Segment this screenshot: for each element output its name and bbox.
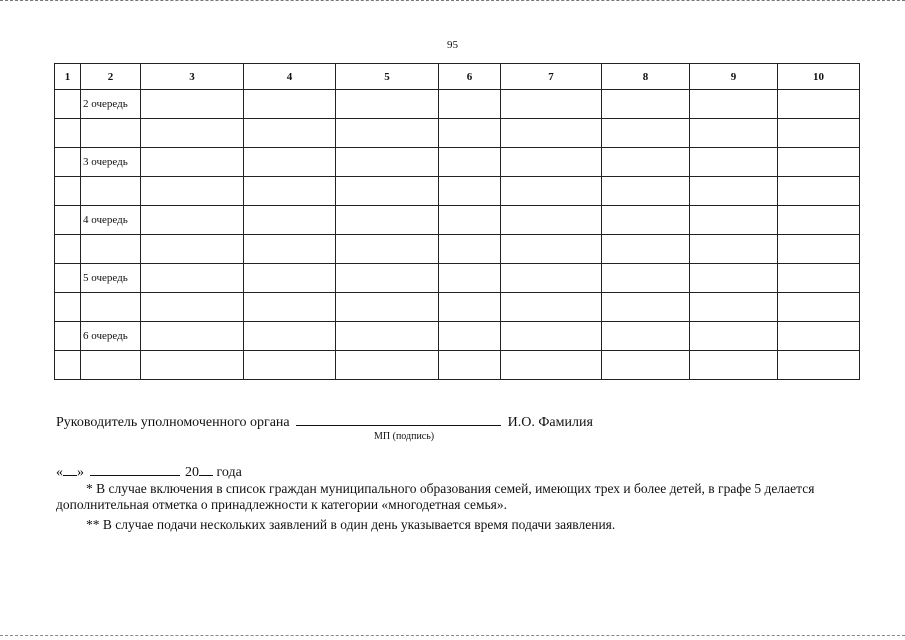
table-row xyxy=(55,235,860,264)
table-cell xyxy=(501,90,602,119)
signature-caption: МП (подпись) xyxy=(374,431,435,442)
column-header-2: 2 xyxy=(81,64,141,90)
table-cell xyxy=(439,206,501,235)
table-cell xyxy=(602,177,690,206)
signature-blank[interactable] xyxy=(296,413,501,426)
table-cell xyxy=(244,148,336,177)
table-cell xyxy=(55,293,81,322)
scan-edge-bottom xyxy=(0,635,905,638)
column-header-4: 4 xyxy=(244,64,336,90)
table-cell xyxy=(602,90,690,119)
year-suffix: года xyxy=(216,465,242,480)
table-cell xyxy=(501,351,602,380)
table-cell xyxy=(690,119,778,148)
table-cell xyxy=(778,177,860,206)
table-cell xyxy=(141,90,244,119)
table-cell xyxy=(690,235,778,264)
signatory-name: И.О. Фамилия xyxy=(507,415,593,430)
table-cell xyxy=(690,148,778,177)
table-cell xyxy=(602,148,690,177)
table-row xyxy=(55,90,860,119)
table-cell xyxy=(778,235,860,264)
table-cell xyxy=(501,264,602,293)
table-cell xyxy=(55,148,81,177)
year-prefix: 20 xyxy=(185,465,199,480)
table-cell xyxy=(244,119,336,148)
table-cell xyxy=(141,264,244,293)
table-cell xyxy=(602,351,690,380)
table-cell xyxy=(439,177,501,206)
table-cell xyxy=(336,235,439,264)
table-cell xyxy=(690,90,778,119)
column-header-3: 3 xyxy=(141,64,244,90)
table-cell xyxy=(55,90,81,119)
queue-label-cell: 2 очередь xyxy=(81,90,141,119)
table-cell xyxy=(81,235,141,264)
table-cell xyxy=(602,206,690,235)
column-header-7: 7 xyxy=(501,64,602,90)
table-cell xyxy=(141,293,244,322)
table-row xyxy=(55,206,860,235)
table-cell xyxy=(55,322,81,351)
table-cell xyxy=(439,235,501,264)
table-cell xyxy=(141,206,244,235)
table-cell xyxy=(244,235,336,264)
footnote-1: * В случае включения в список граждан муниципального образования семей, имеющих трех и более детей, в графе 5 делается дополнительная отметка о принадлежности к категории «многодетная семья». xyxy=(56,481,815,512)
column-header-9: 9 xyxy=(690,64,778,90)
table-cell xyxy=(244,206,336,235)
table-cell xyxy=(244,351,336,380)
table-cell xyxy=(778,206,860,235)
table-cell xyxy=(602,264,690,293)
table-cell xyxy=(778,148,860,177)
table-cell xyxy=(501,206,602,235)
table-cell xyxy=(244,177,336,206)
table-row xyxy=(55,264,860,293)
table-row xyxy=(55,177,860,206)
table-cell xyxy=(501,293,602,322)
table-cell xyxy=(336,293,439,322)
table-cell xyxy=(141,119,244,148)
table-cell xyxy=(690,322,778,351)
table-header-row xyxy=(55,64,860,90)
table-cell xyxy=(336,264,439,293)
table-cell xyxy=(141,235,244,264)
date-open-quote: « xyxy=(56,465,63,480)
year-blank[interactable] xyxy=(199,463,213,476)
footnote-2: ** В случае подачи нескольких заявлений в один день указывается время подачи заявления. xyxy=(86,517,616,532)
table-cell xyxy=(55,351,81,380)
table-cell xyxy=(336,148,439,177)
table-cell xyxy=(602,235,690,264)
table-cell xyxy=(81,293,141,322)
table-cell xyxy=(778,119,860,148)
table-cell xyxy=(141,148,244,177)
table-cell xyxy=(690,351,778,380)
table-cell xyxy=(336,322,439,351)
table-cell xyxy=(690,206,778,235)
table-cell xyxy=(778,322,860,351)
table-cell xyxy=(690,264,778,293)
day-blank[interactable] xyxy=(63,463,77,476)
table-cell xyxy=(244,322,336,351)
table-cell xyxy=(141,177,244,206)
table-cell xyxy=(501,119,602,148)
table-cell xyxy=(602,293,690,322)
queue-label-cell: 4 очередь xyxy=(81,206,141,235)
table-cell xyxy=(244,293,336,322)
month-blank[interactable] xyxy=(90,463,180,476)
signature-label: Руководитель уполномоченного органа xyxy=(56,415,290,430)
column-header-6: 6 xyxy=(439,64,501,90)
table-row xyxy=(55,148,860,177)
table-cell xyxy=(336,351,439,380)
table-cell xyxy=(81,177,141,206)
table-cell xyxy=(778,351,860,380)
column-header-5: 5 xyxy=(336,64,439,90)
queue-label-cell: 5 очередь xyxy=(81,264,141,293)
table-cell xyxy=(501,235,602,264)
table-cell xyxy=(55,235,81,264)
table-cell xyxy=(55,264,81,293)
table-cell xyxy=(336,119,439,148)
table-cell xyxy=(439,264,501,293)
table-cell xyxy=(244,90,336,119)
table-row xyxy=(55,322,860,351)
table-cell xyxy=(336,90,439,119)
date-close-quote: » xyxy=(77,465,84,480)
table-cell xyxy=(81,119,141,148)
table-cell xyxy=(141,351,244,380)
table-cell xyxy=(501,177,602,206)
table-row xyxy=(55,119,860,148)
table-cell xyxy=(439,119,501,148)
table-cell xyxy=(778,264,860,293)
page-number: 95 xyxy=(447,39,458,51)
table-row xyxy=(55,293,860,322)
table-cell xyxy=(501,148,602,177)
register-table xyxy=(54,63,860,380)
queue-label-cell: 3 очередь xyxy=(81,148,141,177)
table-cell xyxy=(602,119,690,148)
table-cell xyxy=(439,351,501,380)
queue-label-cell: 6 очередь xyxy=(81,322,141,351)
table-cell xyxy=(439,148,501,177)
column-header-1: 1 xyxy=(55,64,81,90)
table-cell xyxy=(336,206,439,235)
table-cell xyxy=(141,322,244,351)
column-header-8: 8 xyxy=(602,64,690,90)
table-cell xyxy=(55,119,81,148)
date-line xyxy=(56,463,242,481)
table-cell xyxy=(778,90,860,119)
table-cell xyxy=(55,177,81,206)
column-header-10: 10 xyxy=(778,64,860,90)
table-cell xyxy=(81,351,141,380)
table-cell xyxy=(55,206,81,235)
table-cell xyxy=(501,322,602,351)
table-cell xyxy=(244,264,336,293)
table-cell xyxy=(336,177,439,206)
table-cell xyxy=(690,293,778,322)
table-cell xyxy=(602,322,690,351)
table-cell xyxy=(690,177,778,206)
signature-line xyxy=(56,413,593,431)
table-cell xyxy=(439,90,501,119)
table-row xyxy=(55,351,860,380)
table-cell xyxy=(778,293,860,322)
table-cell xyxy=(439,322,501,351)
table-cell xyxy=(439,293,501,322)
scan-edge-top xyxy=(0,0,905,3)
